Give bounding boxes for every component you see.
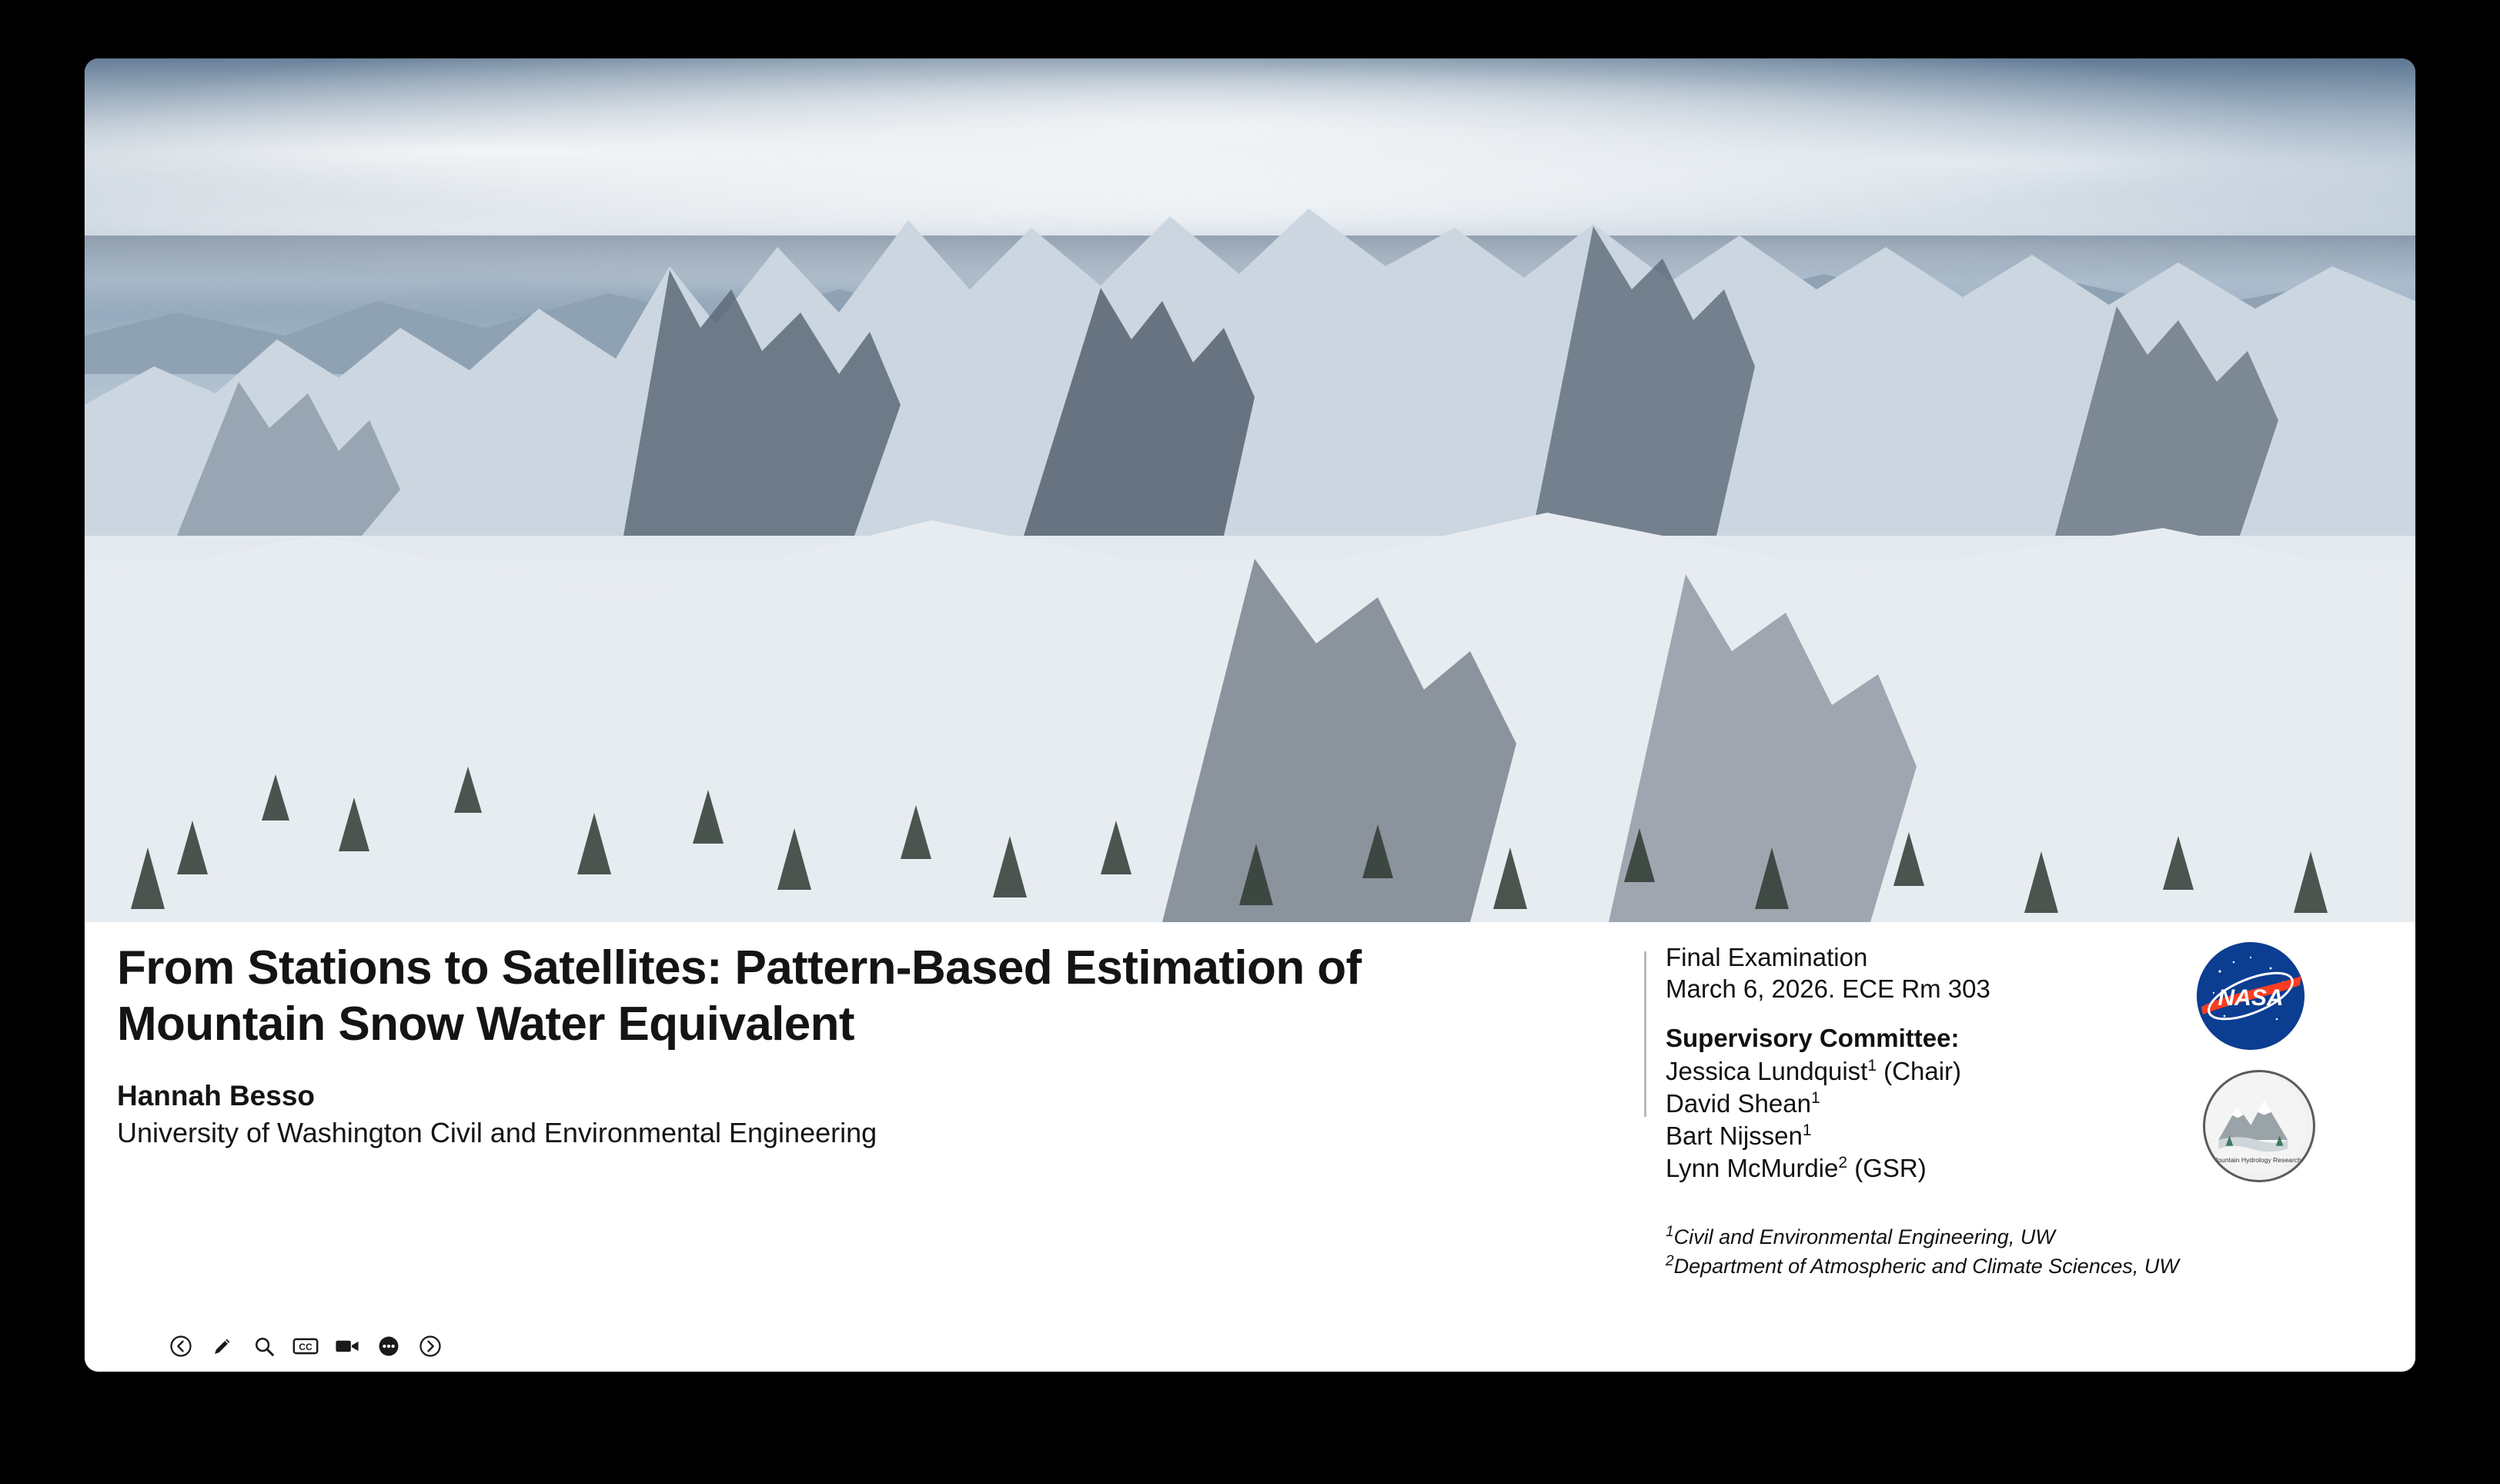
viewer-toolbar <box>168 1333 443 1359</box>
committee-heading: Supervisory Committee: <box>1666 1023 1960 1052</box>
author-name: Hannah Besso <box>117 1080 316 1112</box>
committee-member-role: (GSR) <box>1847 1154 1927 1183</box>
footnote-text: Department of Atmospheric and Climate Sciences, UW <box>1673 1254 2179 1278</box>
forward-arrow-icon[interactable] <box>417 1333 443 1359</box>
committee-member <box>1666 1088 2266 1120</box>
footnote-item <box>1666 1222 2405 1252</box>
mountain-hydrology-logo-icon <box>2203 1070 2315 1182</box>
slide-photo <box>85 58 2415 922</box>
committee-member <box>1666 1055 2266 1088</box>
nasa-logo-icon <box>2197 942 2304 1050</box>
slide-viewer <box>85 58 2415 1372</box>
committee-member-sup: 2 <box>1838 1154 1848 1172</box>
slide-caption-area <box>85 922 2415 1372</box>
title-block <box>117 941 1564 1149</box>
svg-text:Mountain Hydrology Research: Mountain Hydrology Research <box>2212 1155 2301 1164</box>
foreground-snow-slope <box>85 490 2415 922</box>
committee-member-sup: 1 <box>1810 1088 1820 1107</box>
footnotes-block <box>1666 1222 2405 1280</box>
more-options-icon[interactable] <box>376 1333 402 1359</box>
committee-member <box>1666 1120 2266 1152</box>
author-affiliation: University of Washington Civil and Environmental Engineering <box>117 1117 877 1149</box>
committee-member-sup: 1 <box>1802 1121 1812 1140</box>
committee-member-name: David Shean <box>1666 1088 1811 1118</box>
video-icon[interactable] <box>334 1333 360 1359</box>
exam-label: Final Examination <box>1666 943 1868 971</box>
search-icon[interactable] <box>251 1333 277 1359</box>
pen-icon[interactable] <box>209 1333 236 1359</box>
committee-member-role: (Chair) <box>1877 1056 1962 1085</box>
svg-text:CC: CC <box>299 1341 312 1352</box>
footnote-item <box>1666 1252 2405 1281</box>
committee-member-name: Lynn McMurdie <box>1666 1154 1839 1183</box>
main-ridge <box>85 174 2415 536</box>
svg-text:NASA: NASA <box>2218 985 2284 1011</box>
committee-member-name: Jessica Lundquist <box>1666 1056 1868 1085</box>
vertical-divider <box>1644 951 1646 1117</box>
exam-date-room: March 6, 2026. ECE Rm 303 <box>1666 974 1990 1003</box>
footnote-sup: 2 <box>1666 1252 1674 1269</box>
closed-captions-icon[interactable] <box>292 1333 319 1359</box>
page-title: From Stations to Satellites: Pattern-Based Estimation of Mountain Snow Water Equivalent <box>117 941 1362 1051</box>
exam-meta-block <box>1666 942 2266 1185</box>
committee-member <box>1666 1152 2266 1185</box>
committee-member-name: Bart Nijssen <box>1666 1121 1803 1151</box>
footnote-sup: 1 <box>1666 1224 1674 1240</box>
footnote-text: Civil and Environmental Engineering, UW <box>1673 1225 2055 1248</box>
back-arrow-icon[interactable] <box>168 1333 194 1359</box>
committee-member-sup: 1 <box>1867 1056 1877 1075</box>
